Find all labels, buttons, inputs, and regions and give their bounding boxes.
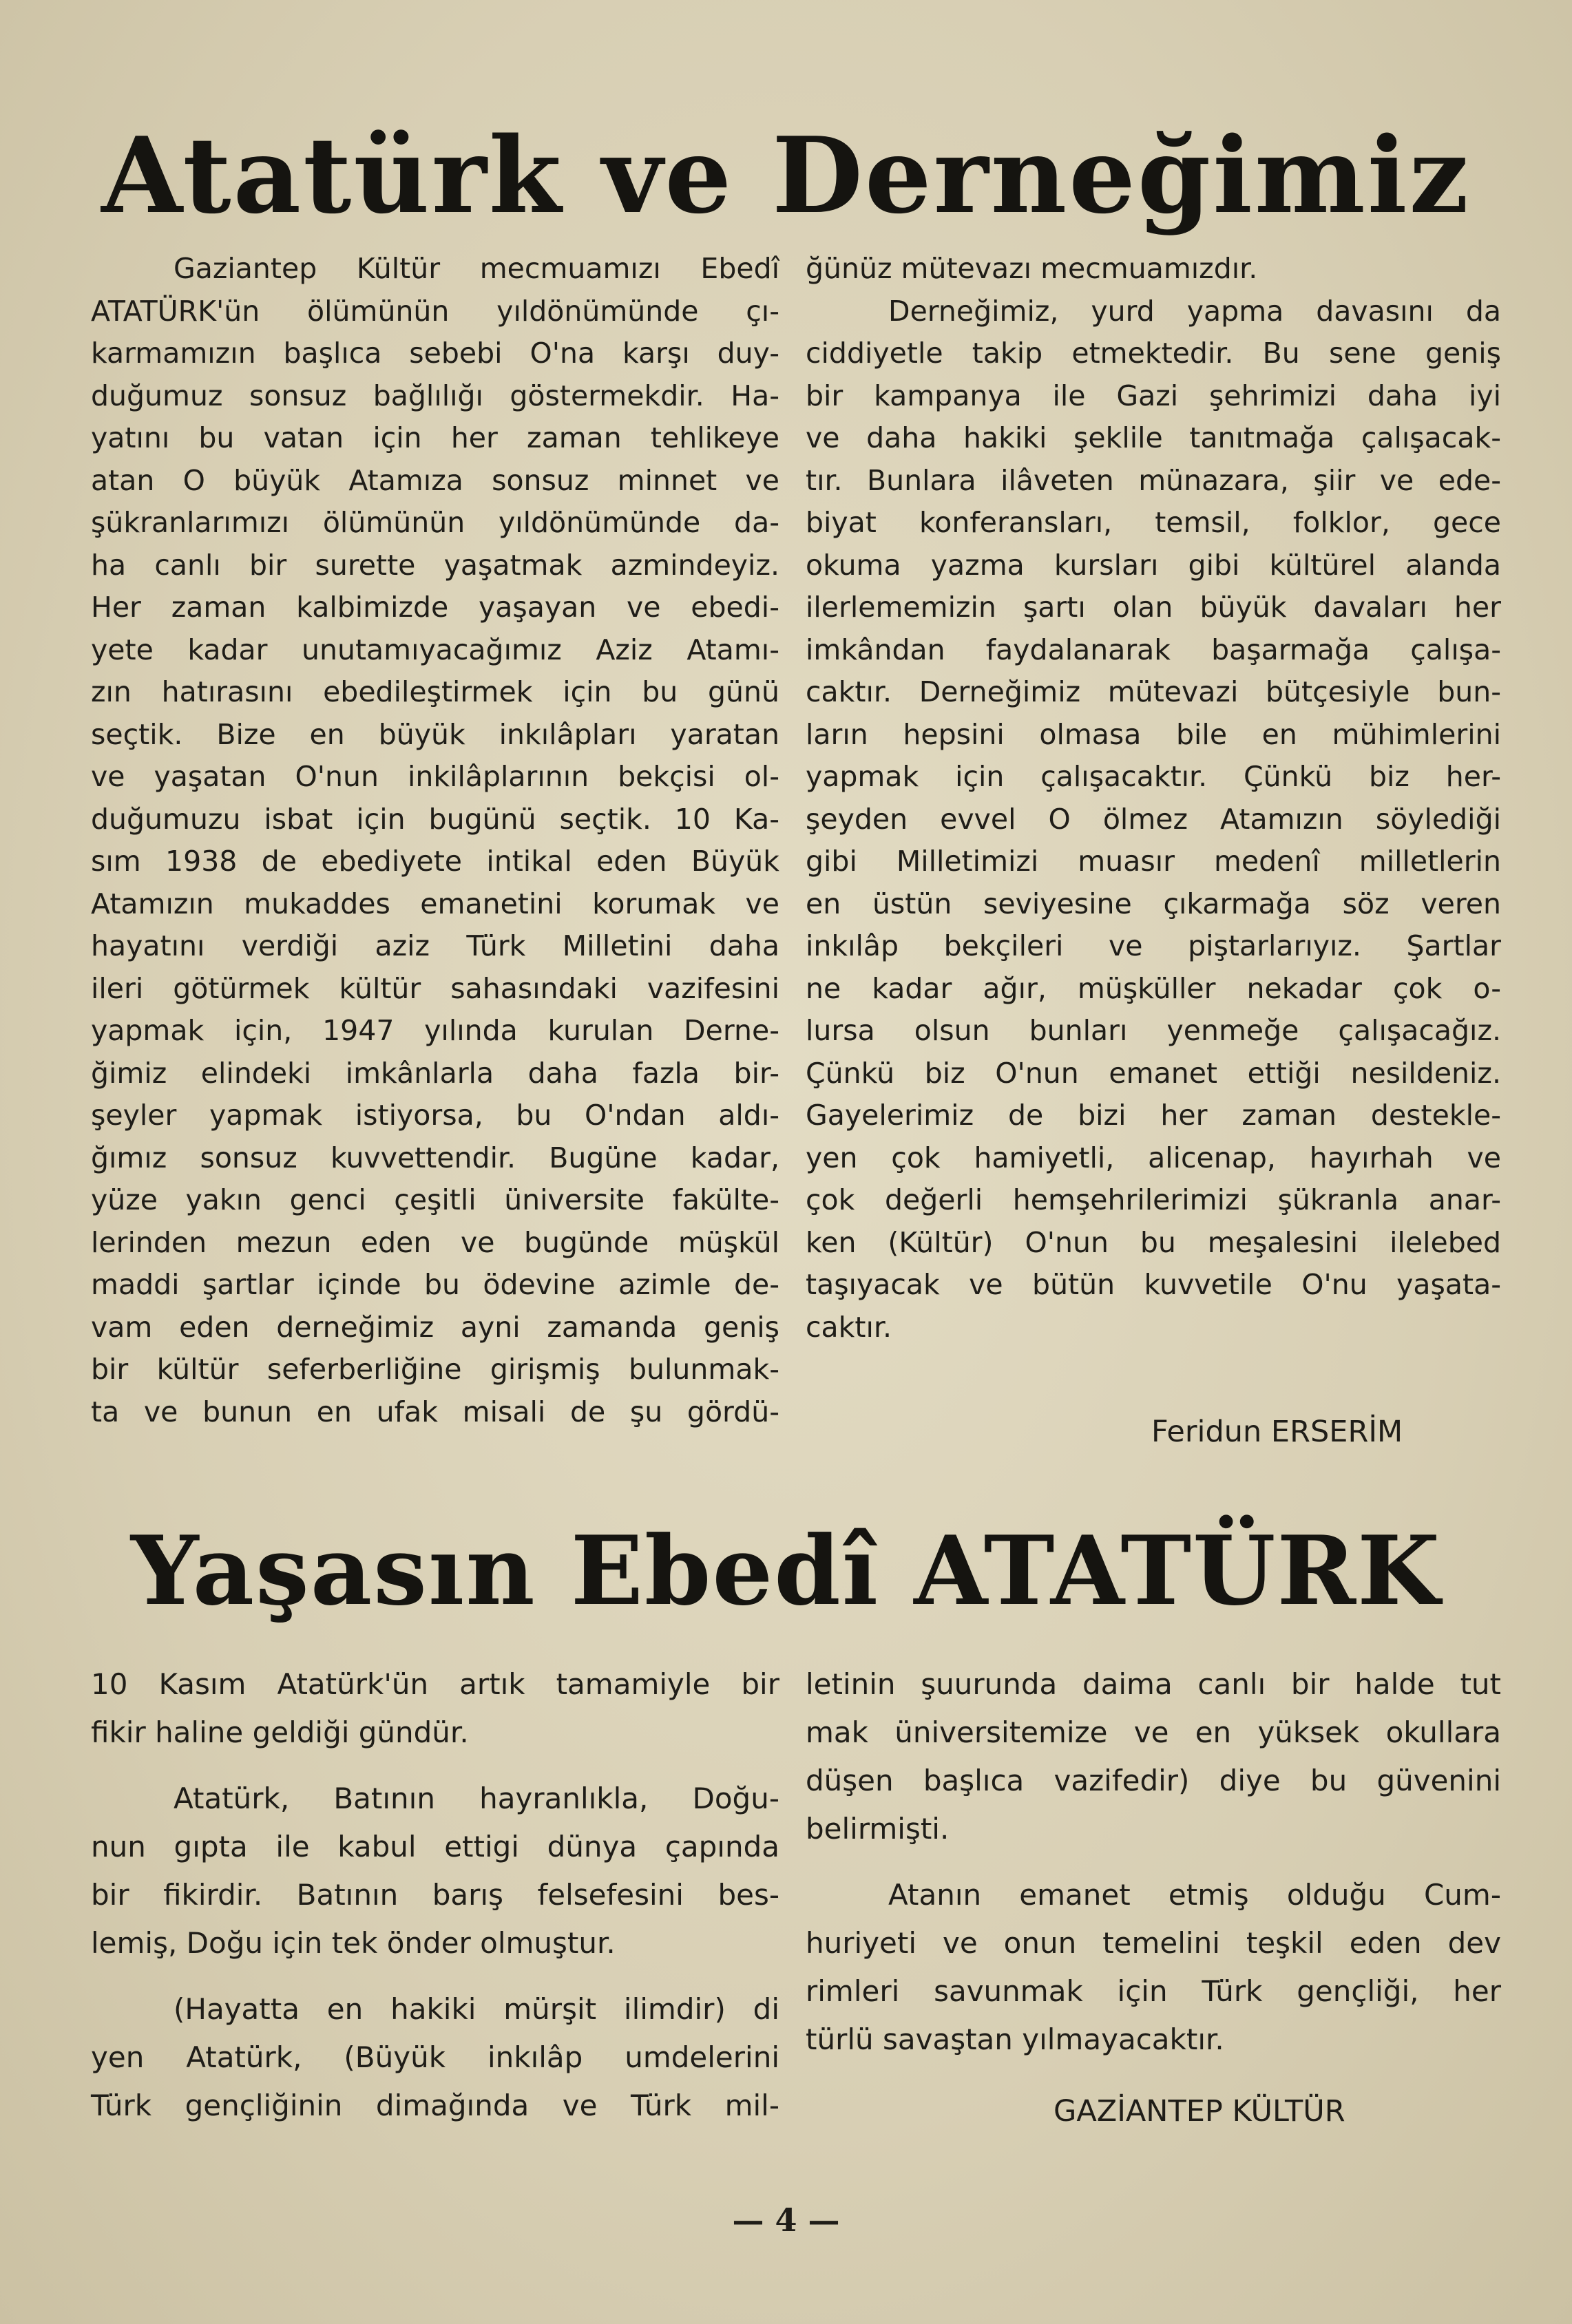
- text-line: rimleri savunmak için Türk gençliği, her: [806, 1974, 1501, 2008]
- text-line: ne kadar ağır, müşküller nekadar çok o-: [806, 971, 1501, 1005]
- text-line: huriyeti ve onun temelini teşkil eden dev: [806, 1926, 1501, 1960]
- article2-left-column: [91, 1660, 779, 2130]
- text-line: zın hatırasını ebedileştirmek için bu günü: [91, 675, 779, 708]
- text-line: duğumuzu isbat için bugünü seçtik. 10 Ka-: [91, 802, 779, 836]
- text-line: ileri götürmek kültür sahasındaki vazifesini: [91, 971, 779, 1005]
- text-line: Türk gençliğinin dimağında ve Türk mil-: [91, 2089, 779, 2122]
- text-line: türlü savaştan yılmayacaktır.: [806, 2022, 1224, 2056]
- text-line: ğımız sonsuz kuvvettendir. Bugüne kadar,: [91, 1141, 779, 1174]
- text-line: ken (Kültür) O'nun bu meşalesini ilelebed: [806, 1225, 1501, 1259]
- text-line: gibi Milletimizi muasır medenî milletlerin: [806, 845, 1501, 878]
- text-line: ve daha hakiki şeklile tanıtmağa çalışacak-: [806, 421, 1501, 454]
- paragraph-gap: [806, 1853, 1501, 1871]
- text-line: şükranlarımızı ölümünün yıldönümünde da-: [91, 506, 779, 539]
- text-line: tır. Bunlara ilâveten münazara, şiir ve ede-: [806, 463, 1501, 497]
- text-line: bir fikirdir. Batının barış felsefesini bes-: [91, 1878, 779, 1912]
- text-line: caktır. Derneğimiz mütevazi bütçesiyle bun-: [806, 675, 1501, 708]
- text-line: çok değerli hemşehrilerimizi şükranla anar-: [806, 1183, 1501, 1216]
- text-line: bir kültür seferberliğine girişmiş bulunmak-: [91, 1353, 779, 1386]
- text-line: yapmak için çalışacaktır. Çünkü biz her-: [806, 760, 1501, 793]
- page-number: — 4 —: [732, 2201, 840, 2239]
- text-line: Her zaman kalbimizde yaşayan ve ebedi-: [91, 591, 779, 624]
- text-line: ve yaşatan O'nun inkilâplarının bekçisi ol-: [91, 760, 779, 793]
- paragraph-gap: [91, 1757, 779, 1775]
- text-line: Gaziantep Kültür mecmuamızı Ebedî: [174, 252, 779, 285]
- article2-signature: GAZİANTEP KÜLTÜR: [1054, 2094, 1345, 2128]
- text-line: seçtik. Bize en büyük inkılâpları yaratan: [91, 717, 779, 751]
- text-line: Derneğimiz, yurd yapma davasını da: [888, 294, 1501, 328]
- text-line: ğimiz elindeki imkânlarla daha fazla bir-: [91, 1056, 779, 1090]
- text-line: ilerlememizin şartı olan büyük davaları her: [806, 591, 1501, 624]
- article2-title: Yaşasın Ebedî ATATÜRK: [130, 1514, 1442, 1627]
- text-line: yen çok hamiyetli, alicenap, hayırhah ve: [806, 1141, 1501, 1174]
- article2-right-column: [806, 1660, 1501, 2064]
- text-line: caktır.: [806, 1310, 892, 1344]
- article1-title: Atatürk ve Derneğimiz: [101, 114, 1471, 237]
- text-line: ha canlı bir surette yaşatmak azmindeyiz.: [91, 548, 779, 582]
- text-line: biyat konferansları, temsil, folklor, gece: [806, 506, 1501, 539]
- text-line: yete kadar unutamıyacağımız Aziz Atamı-: [91, 633, 779, 666]
- text-line: ların hepsini olmasa bile en mühimlerini: [806, 717, 1501, 751]
- text-line: bir kampanya ile Gazi şehrimizi daha iyi: [806, 379, 1501, 412]
- text-line: nun gıpta ile kabul ettigi dünya çapında: [91, 1830, 779, 1863]
- text-line: 10 Kasım Atatürk'ün artık tamamiyle bir: [91, 1667, 779, 1701]
- text-line: Çünkü biz O'nun emanet ettiği nesildeniz.: [806, 1056, 1501, 1090]
- text-line: duğumuz sonsuz bağlılığı göstermekdir. Ha-: [91, 379, 779, 412]
- text-line: ğünüz mütevazı mecmuamızdır.: [806, 252, 1258, 285]
- text-line: lursa olsun bunları yenmeğe çalışacağız.: [806, 1014, 1501, 1047]
- text-line: vam eden derneğimiz ayni zamanda geniş: [91, 1310, 779, 1344]
- text-line: hayatını verdiği aziz Türk Milletini daha: [91, 929, 779, 962]
- text-line: taşıyacak ve bütün kuvvetile O'nu yaşata-: [806, 1268, 1501, 1301]
- text-line: en üstün seviyesine çıkarmağa söz veren: [806, 887, 1501, 920]
- article1-signature: Feridun ERSERİM: [1151, 1415, 1403, 1449]
- text-line: imkândan faydalanarak başarmağa çalışa-: [806, 633, 1501, 666]
- article1-left-column: [91, 248, 779, 1433]
- paragraph-gap: [91, 1967, 779, 1985]
- text-line: letinin şuurunda daima canlı bir halde tut: [806, 1667, 1501, 1701]
- text-line: yapmak için, 1947 yılında kurulan Derne-: [91, 1014, 779, 1047]
- text-line: (Hayatta en hakiki mürşit ilimdir) di: [174, 1992, 779, 2026]
- text-line: inkılâp bekçileri ve piştarlarıyız. Şartlar: [806, 929, 1501, 962]
- text-line: yüze yakın genci çeşitli üniversite fakülte-: [91, 1183, 779, 1216]
- text-line: Atanın emanet etmiş olduğu Cum-: [888, 1878, 1501, 1912]
- text-line: yatını bu vatan için her zaman tehlikeye: [91, 421, 779, 454]
- text-line: Gayelerimiz de bizi her zaman destekle-: [806, 1099, 1501, 1132]
- text-line: yen Atatürk, (Büyük inkılâp umdelerini: [91, 2040, 779, 2074]
- text-line: mak üniversitemize ve en yüksek okullara: [806, 1715, 1501, 1749]
- text-line: ciddiyetle takip etmektedir. Bu sene geniş: [806, 337, 1501, 370]
- text-line: okuma yazma kursları gibi kültürel alanda: [806, 548, 1501, 582]
- text-line: ATATÜRK'ün ölümünün yıldönümünde çı-: [91, 294, 779, 328]
- text-line: ta ve bunun en ufak misali de şu gördü-: [91, 1395, 779, 1428]
- text-line: sım 1938 de ebediyete intikal eden Büyük: [91, 845, 779, 878]
- text-line: Atamızın mukaddes emanetini korumak ve: [91, 887, 779, 920]
- text-line: lemiş, Doğu için tek önder olmuştur.: [91, 1926, 616, 1960]
- text-line: maddi şartlar içinde bu ödevine azimle de-: [91, 1268, 779, 1301]
- text-line: düşen başlıca vazifedir) diye bu güvenini: [806, 1764, 1501, 1797]
- text-line: şeyler yapmak istiyorsa, bu O'ndan aldı-: [91, 1099, 779, 1132]
- text-line: fikir haline geldiği gündür.: [91, 1715, 469, 1749]
- text-line: lerinden mezun eden ve bugünde müşkül: [91, 1225, 779, 1259]
- text-line: atan O büyük Atamıza sonsuz minnet ve: [91, 463, 779, 497]
- text-line: belirmişti.: [806, 1812, 950, 1846]
- text-line: Atatürk, Batının hayranlıkla, Doğu-: [174, 1782, 779, 1815]
- text-line: karmamızın başlıca sebebi O'na karşı duy-: [91, 337, 779, 370]
- text-line: şeyden evvel O ölmez Atamızın söylediği: [806, 802, 1501, 836]
- article1-right-column: [806, 248, 1501, 1349]
